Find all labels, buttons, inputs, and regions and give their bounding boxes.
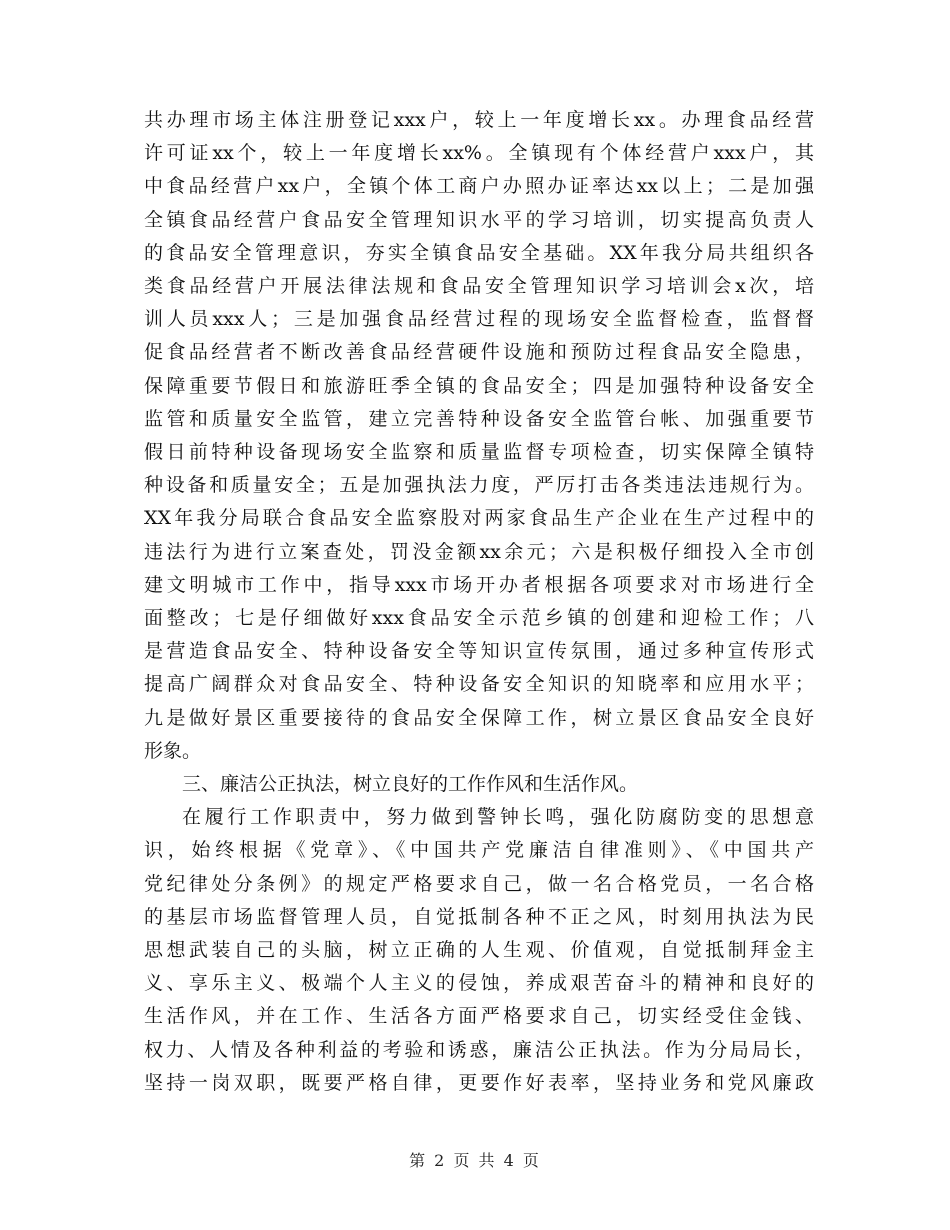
paragraph-integrity — [144, 801, 814, 1100]
text-line: 在履行工作职责中，努力做到警钟长鸣，强化防腐防变的思想意 — [182, 806, 814, 829]
text-line: 形象。 — [144, 739, 202, 762]
text-line: 思想武装自己的头脑，树立正确的人生观、价值观，自觉抵制拜金主 — [144, 939, 814, 962]
text-line: 共办理市场主体注册登记xxx户，较上一年度增长xx。办理食品经营 — [144, 109, 814, 131]
text-line: 提高广阔群众对食品安全、特种设备安全知识的知晓率和应用水平； — [144, 673, 814, 696]
text-line: 党纪律处分条例》的规定严格要求自己，做一名合格党员，一名合格 — [144, 872, 814, 895]
text-line: 建文明城市工作中，指导xxx市场开办者根据各项要求对市场进行全 — [144, 573, 814, 596]
text-line: 类食品经营户开展法律法规和食品安全管理知识学习培训会x次，培 — [144, 275, 814, 298]
heading-line: 三、廉洁公正执法，树立良好的工作作风和生活作风。 — [182, 773, 639, 796]
text-line: XX年我分局联合食品安全监察股对两家食品生产企业在生产过程中的 — [144, 507, 814, 530]
text-line: 坚持一岗双职，既要严格自律，更要作好表率，坚持业务和党风廉政 — [144, 1071, 814, 1094]
text-line: 面整改；七是仔细做好xxx食品安全示范乡镇的创建和迎检工作；八 — [144, 607, 814, 630]
text-line: 假日前特种设备现场安全监察和质量监督专项检查，切实保障全镇特 — [144, 441, 814, 464]
text-line: 监管和质量安全监管，建立完善特种设备安全监管台帐、加强重要节 — [144, 407, 814, 430]
text-line: 义、享乐主义、极端个人主义的侵蚀，养成艰苦奋斗的精神和良好的 — [144, 972, 814, 995]
text-line: 九是做好景区重要接待的食品安全保障工作，树立景区食品安全良好 — [144, 706, 814, 729]
text-line: 中食品经营户xx户，全镇个体工商户办照办证率达xx以上；二是加强 — [144, 175, 814, 198]
text-line: 保障重要节假日和旅游旺季全镇的食品安全；四是加强特种设备安全 — [144, 374, 814, 397]
page-number-footer: 第 2 页 共 4 页 — [409, 1151, 541, 1170]
text-line: 训人员xxx人；三是加强食品经营过程的现场安全监督检查，监督督 — [144, 308, 814, 331]
text-line: 生活作风，并在工作、生活各方面严格要求自己，切实经受住金钱、 — [144, 1005, 814, 1028]
text-line: 的基层市场监督管理人员，自觉抵制各种不正之风，时刻用执法为民 — [144, 905, 814, 928]
document-body — [144, 104, 814, 1100]
text-line: 促食品经营者不断改善食品经营硬件设施和预防过程食品安全隐患， — [144, 341, 814, 364]
text-line: 种设备和质量安全；五是加强执法力度，严厉打击各类违法违规行为。 — [144, 474, 814, 497]
text-line: 是营造食品安全、特种设备安全等知识宣传氛围，通过多种宣传形式 — [144, 640, 814, 663]
paragraph-work-summary — [144, 104, 814, 768]
section-heading — [144, 768, 814, 801]
text-line: 的食品安全管理意识，夯实全镇食品安全基础。XX年我分局共组织各 — [144, 241, 814, 264]
text-line: 许可证xx个，较上一年度增长xx%。全镇现有个体经营户xxx户，其 — [144, 142, 814, 165]
text-line: 权力、人情及各种利益的考验和诱惑，廉洁公正执法。作为分局局长， — [144, 1038, 814, 1061]
text-line: 违法行为进行立案查处，罚没金额xx余元；六是积极仔细投入全市创 — [144, 540, 814, 563]
text-line: 全镇食品经营户食品安全管理知识水平的学习培训，切实提高负责人 — [144, 208, 814, 231]
text-line: 识，始终根据《党章》、《中国共产党廉洁自律准则》、《中国共产 — [144, 839, 814, 862]
